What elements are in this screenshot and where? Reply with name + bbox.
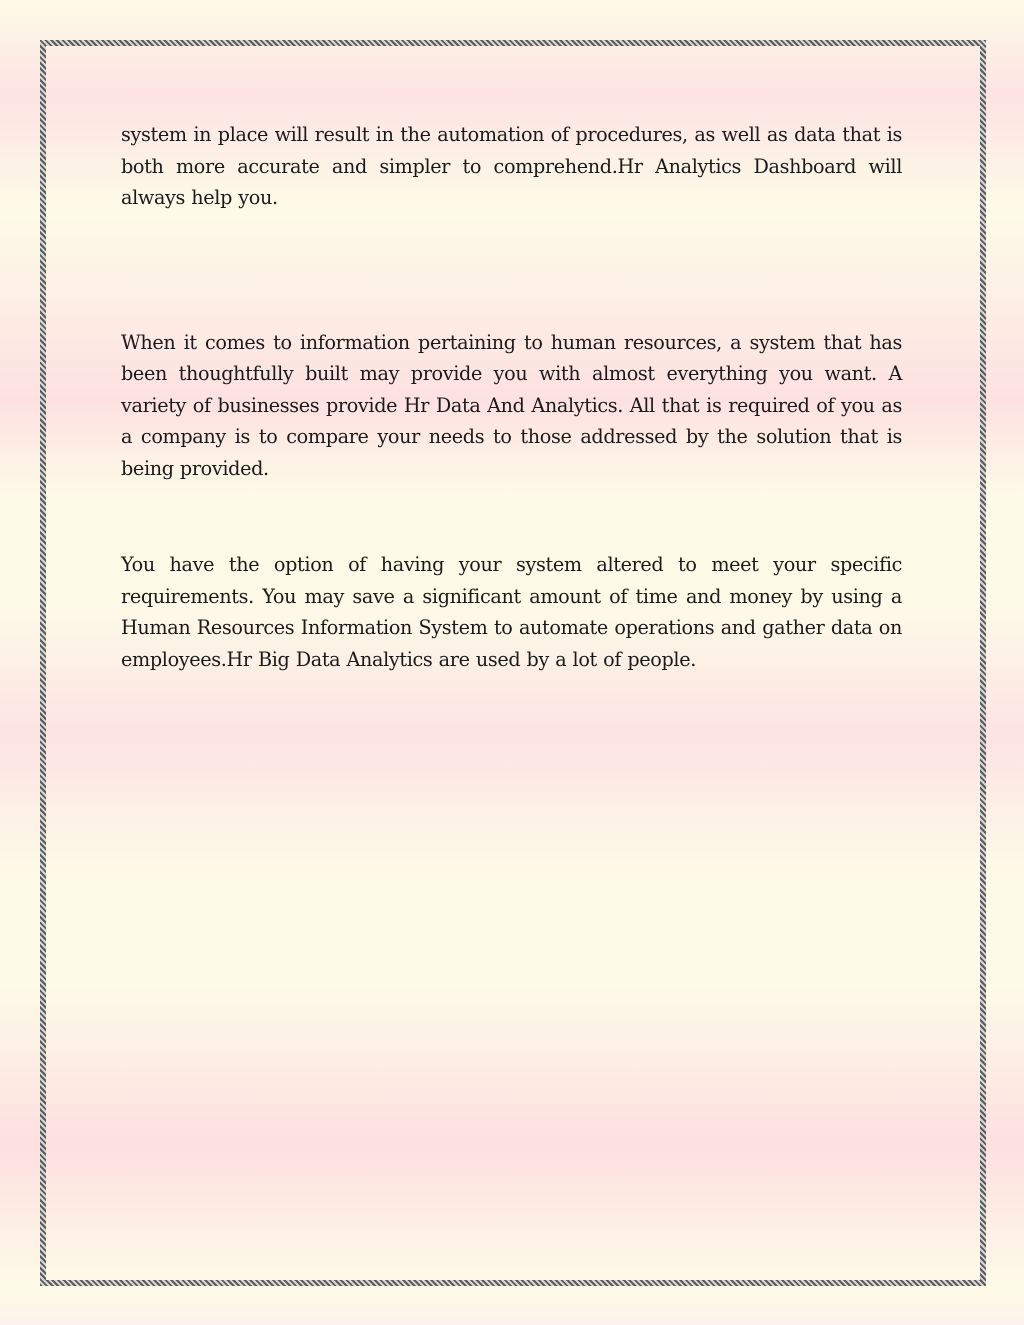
- paragraph-customization: You have the option of having your system altered to meet your specific requirements. You may save a significant amount of time and money by using a Human Resources Information System to automate operations and gather data on employees.Hr Big Data Analytics are used by a lot of people.: [121, 553, 902, 671]
- paragraph-automation: system in place will result in the automation of procedures, as well as data that is both more accurate and simpler to comprehend.Hr Analytics Dashboard will always help you.: [121, 123, 902, 209]
- document-body: [121, 119, 902, 675]
- paragraph-hr-information: When it comes to information pertaining to human resources, a system that has been thoughtfully built may provide you with almost everything you want. A variety of businesses provide Hr Data And Analytics. All that is required of you as a company is to compare your needs to those addressed by the solution that is being provided.: [121, 330, 902, 480]
